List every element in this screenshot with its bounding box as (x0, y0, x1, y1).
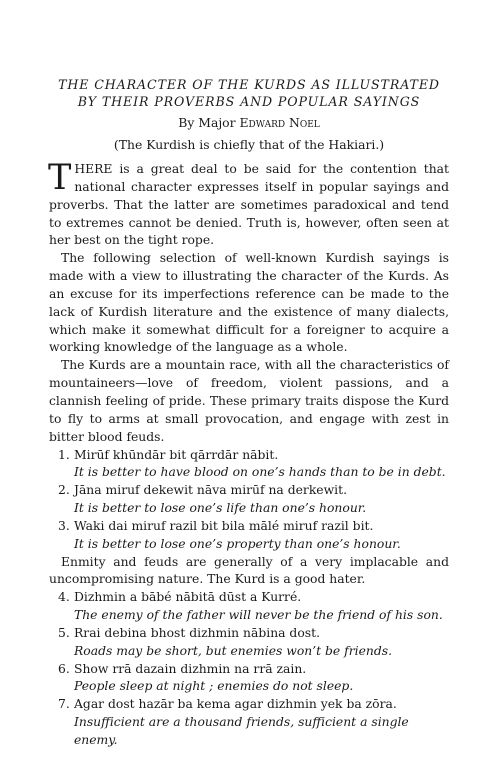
proverb-translation: It is better to lose one’s life than one’s honour. (74, 501, 367, 516)
article-title-line-1: THE CHARACTER OF THE KURDS AS ILLUSTRATED (58, 77, 440, 92)
byline-prefix: By Major (178, 115, 236, 130)
paragraph-enmity: Enmity and feuds are generally of a very implacable and uncompromising nature. The Kurd is a good hater. (49, 554, 449, 587)
drop-cap: T (48, 158, 72, 198)
proverb-list-b (49, 589, 449, 750)
proverb-translation: It is better to have blood on one’s hands than to be in debt. (74, 465, 446, 480)
proverb-kurdish: Rrai debina bhost dizhmin nābina dost. (74, 625, 320, 640)
proverb-translation: It is better to lose one’s property than one’s honour. (74, 536, 401, 551)
proverb-item (49, 447, 449, 483)
proverb-number: 4. (58, 590, 70, 605)
proverb-item (49, 482, 449, 518)
proverb-number: 2. (58, 483, 70, 498)
proverb-item (49, 661, 449, 697)
proverb-number: 5. (58, 625, 70, 640)
proverb-translation: Insufficient are a thousand friends, sufficient a single enemy. (74, 715, 409, 747)
proverb-number: 1. (58, 447, 70, 462)
proverb-list-a (49, 447, 449, 554)
proverb-number: 7. (58, 697, 70, 712)
author-name: Edward Noel (239, 115, 320, 130)
proverb-translation: The enemy of the father will never be the friend of his son. (74, 608, 443, 623)
proverb-item (49, 589, 449, 625)
proverb-translation: Roads may be short, but enemies won’t be friends. (74, 643, 392, 658)
proverb-number: 3. (58, 518, 70, 533)
paragraph-selection: The following selection of well-known Kurdish sayings is made with a view to illustrating the character of the Kurds. As an excuse for its imperfections reference can be made to the lack of Kurdish literature and the existence of many dialects, which make it somewhat difficult for a foreigner to acquire a working knowledge of the language as a whole. (49, 251, 449, 355)
proverb-kurdish: Dizhmin a bābé nābitā dūst a Kurré. (74, 590, 302, 605)
article-title-line-2: BY THEIR PROVERBS AND POPULAR SAYINGS (77, 94, 421, 109)
proverb-item (49, 625, 449, 661)
proverb-kurdish: Jāna miruf dekewit nāva mirūf na derkewit. (74, 483, 348, 498)
paragraph-intro (48, 158, 449, 250)
proverb-item (49, 696, 449, 750)
paragraph-intro-text: HERE is a great deal to be said for the contention that national character expresses itself in popular sayings and proverbs. That the latter are sometimes paradoxical and tend to extremes cannot be denied. Truth is, however, often seen at her best on the tight rope. (49, 162, 449, 248)
proverb-kurdish: Waki dai miruf razil bit bila mālé miruf razil bit. (74, 518, 374, 533)
proverb-item (49, 518, 449, 554)
article-body (48, 158, 449, 750)
proverb-kurdish: Mirūf khūndār bit qārrdār nābit. (74, 447, 279, 462)
dialect-note: (The Kurdish is chiefly that of the Hakiari.) (113, 137, 385, 152)
paragraph-mountain-race: The Kurds are a mountain race, with all the characteristics of mountaineers—love of freedom, violent passions, and a clannish feeling of pride. These primary traits dispose the Kurd to fly to arms at small provocation, and engage with zest in bitter blood feuds. (49, 358, 449, 444)
byline (49, 115, 449, 130)
proverb-translation: People sleep at night ; enemies do not sleep. (74, 679, 354, 694)
proverb-number: 6. (58, 661, 70, 676)
proverb-kurdish: Show rrā dazain dizhmin na rrā zain. (74, 661, 307, 676)
proverb-kurdish: Agar dost hazār ba kema agar dizhmin yek ba zōra. (74, 697, 397, 712)
